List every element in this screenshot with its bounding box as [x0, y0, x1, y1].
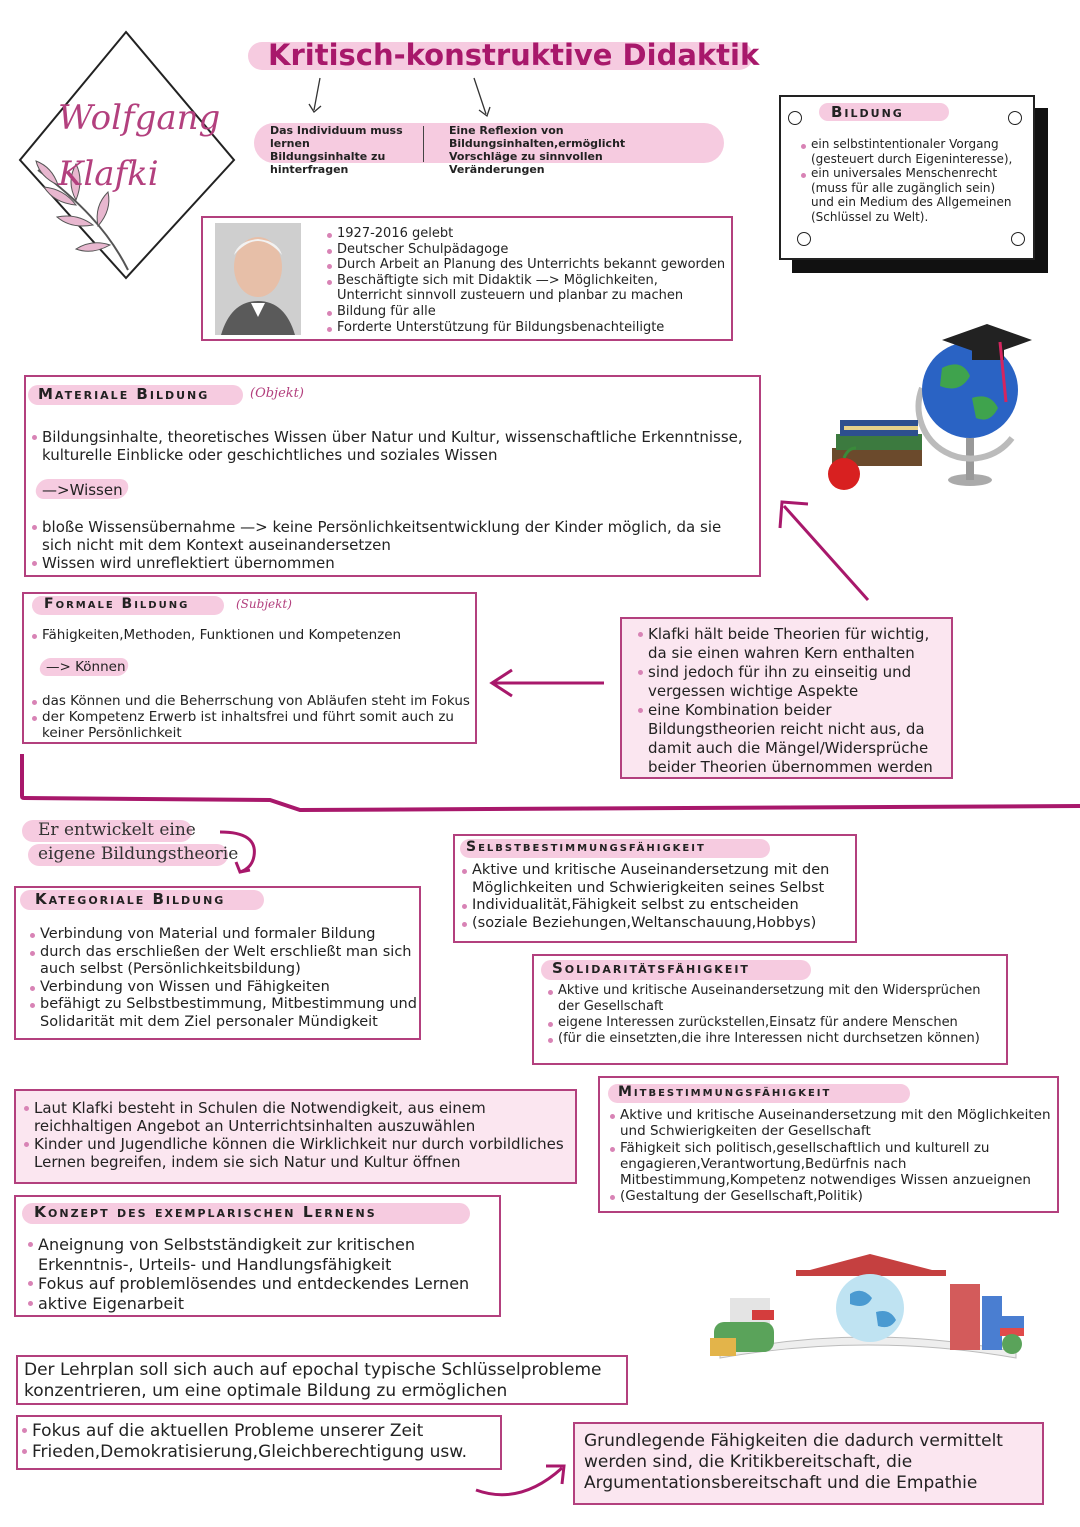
- page-title: Kritisch-konstruktive Didaktik: [268, 38, 760, 72]
- exemplarisch-item: Aneignung von Selbstständigkeit zur kritischen Erkenntnis-, Urteils- und Handlungsfähigkeit: [28, 1235, 498, 1274]
- globe-books-illustration: [822, 318, 1037, 493]
- bio-item: 1927-2016 gelebt: [327, 226, 727, 242]
- schule-item: Kinder und Jugendliche können die Wirklichkeit nur durch vorbildliches Lernen begreifen, indem sie sich Natur und Kultur öffnen: [24, 1135, 572, 1171]
- klafki-view-item: sind jedoch für ihn zu einseitig und vergessen wichtige Aspekte: [638, 663, 950, 701]
- exemplarisch-item: aktive Eigenarbeit: [28, 1294, 498, 1314]
- schule-item: Laut Klafki besteht in Schulen die Notwendigkeit, aus einem reichhaltigen Angebot an Unterrichtsinhalten auszuwählen: [24, 1099, 572, 1135]
- bio-item: Bildung für alle: [327, 304, 727, 320]
- materiale-item: Wissen wird unreflektiert übernommen: [32, 554, 752, 572]
- logo-name: Wolfgang Klafki: [58, 98, 221, 194]
- faehigkeiten-text: Grundlegende Fähigkeiten die dadurch vermittelt werden sind, die Kritikbereitschaft, die Argumentationsbereitschaft und die Empathie: [584, 1431, 1003, 1493]
- mitbest-heading: Mitbestimmungsfähigkeit: [618, 1084, 832, 1100]
- education-illustration: [700, 1252, 1035, 1360]
- bildung-heading: Bildung: [831, 103, 904, 121]
- kategoriale-item: Verbindung von Wissen und Fähigkeiten: [30, 979, 418, 997]
- selbst-item: Individualität,Fähigkeit selbst zu entscheiden: [462, 897, 852, 915]
- bio-item: Deutscher Schulpädagoge: [327, 242, 727, 258]
- kategoriale-item: durch das erschließen der Welt erschließt man sich auch selbst (Persönlichkeitsbildung): [30, 944, 418, 979]
- solidar-heading: Solidaritätsfähigkeit: [552, 959, 750, 977]
- bio-box: [201, 216, 733, 341]
- bildung-item: ein selbstintentionaler Vorgang (gesteuert durch Eigeninteresse),: [801, 137, 1021, 166]
- bio-item: Forderte Unterstützung für Bildungsbenachteiligte: [327, 320, 727, 336]
- formale-heading: Formale Bildung: [44, 596, 190, 612]
- solidar-item: Aktive und kritische Auseinandersetzung mit den Widersprüchen der Gesellschaft: [548, 983, 1003, 1015]
- bio-item: Beschäftigte sich mit Didaktik —> Möglichkeiten, Unterricht sinnvoll zusteuern und planbar zu machen: [327, 273, 727, 304]
- klafki-view-item: Klafki hält beide Theorien für wichtig, da sie einen wahren Kern enthalten: [638, 625, 950, 663]
- fokus-item: Fokus auf die aktuellen Probleme unserer Zeit: [22, 1421, 500, 1442]
- kategoriale-item: Verbindung von Material und formaler Bildung: [30, 926, 418, 944]
- formale-arrow-label: —> Können: [46, 659, 126, 675]
- materiale-arrow-label: —>Wissen: [42, 481, 123, 499]
- formale-item: das Können und die Beherrschung von Abläufen steht im Fokus: [32, 693, 474, 709]
- formale-note: (Subjekt): [236, 597, 292, 611]
- own-theory-line2: eigene Bildungstheorie: [38, 844, 239, 864]
- solidar-item: (für die einsetzten,die ihre Interessen nicht durchsetzen können): [548, 1031, 1003, 1047]
- exemplarisch-heading: Konzept des exemplarischen Lernens: [34, 1203, 377, 1221]
- materiale-note: (Objekt): [250, 386, 304, 401]
- selbst-item: Aktive und kritische Auseinandersetzung mit den Möglichkeiten und Schwierigkeiten seines Selbst: [462, 862, 852, 897]
- materiale-heading: Materiale Bildung: [38, 385, 210, 403]
- solidar-item: eigene Interessen zurückstellen,Einsatz für andere Menschen: [548, 1015, 1003, 1031]
- kategoriale-item: befähigt zu Selbstbestimmung, Mitbestimmung und Solidarität mit dem Ziel personaler Mündigkeit: [30, 996, 418, 1031]
- materiale-item: Bildungsinhalte, theoretisches Wissen über Natur und Kultur, wissenschaftliche Erkenntnisse, kulturelle Einblicke oder geschichtliches und soziales Wissen: [32, 428, 757, 464]
- fokus-item: Frieden,Demokratisierung,Gleichberechtigung usw.: [22, 1442, 500, 1463]
- formale-item: der Kompetenz Erwerb ist inhaltsfrei und führt somit auch zu keiner Persönlichkeit: [32, 709, 474, 741]
- klafki-view-item: eine Kombination beider Bildungstheorien reicht nicht aus, da damit auch die Mängel/Widersprüche beider Theorien übernommen werden: [638, 701, 950, 777]
- branch-right: Eine Reflexion von Bildungsinhalten,ermöglicht Vorschläge zu sinnvollen Veränderungen: [449, 124, 626, 176]
- selbst-heading: Selbstbestimmungsfähigkeit: [466, 839, 706, 855]
- mitbest-item: Aktive und kritische Auseinandersetzung mit den Möglichkeiten und Schwierigkeiten der Gesellschaft: [610, 1107, 1054, 1140]
- exemplarisch-item: Fokus auf problemlösendes und entdeckendes Lernen: [28, 1274, 498, 1294]
- own-theory-line1: Er entwickelt eine: [38, 820, 196, 840]
- lehrplan-text: Der Lehrplan soll sich auch auf epochal typische Schlüsselprobleme konzentrieren, um eine optimale Bildung zu ermöglichen: [24, 1360, 602, 1401]
- mitbest-item: (Gestaltung der Gesellschaft,Politik): [610, 1188, 1054, 1204]
- bildung-item: ein universales Menschenrecht (muss für alle zugänglich sein) und ein Medium des Allgemeinen (Schlüssel zu Welt).: [801, 166, 1021, 224]
- selbst-item: (soziale Beziehungen,Weltanschauung,Hobbys): [462, 915, 852, 933]
- branch-left: Das Individuum muss lernen Bildungsinhalte zu hinterfragen: [270, 124, 403, 176]
- bildung-card: [779, 95, 1035, 260]
- bio-item: Durch Arbeit an Planung des Unterrichts bekannt geworden: [327, 257, 727, 273]
- kategoriale-heading: Kategoriale Bildung: [35, 890, 226, 908]
- mitbest-item: Fähigkeit sich politisch,gesellschaftlich und kulturell zu engagieren,Verantwortung,Bedürfnis nach Mitbestimmung,Kompetenz notwendiges Wissen anzueignen: [610, 1140, 1054, 1189]
- portrait-photo: [215, 223, 301, 335]
- formale-item: Fähigkeiten,Methoden, Funktionen und Kompetenzen: [32, 627, 472, 643]
- materiale-item: bloße Wissensübernahme —> keine Persönlichkeitsentwicklung der Kinder möglich, da sie sich nicht mit dem Kontext auseinandersetzen: [32, 518, 752, 554]
